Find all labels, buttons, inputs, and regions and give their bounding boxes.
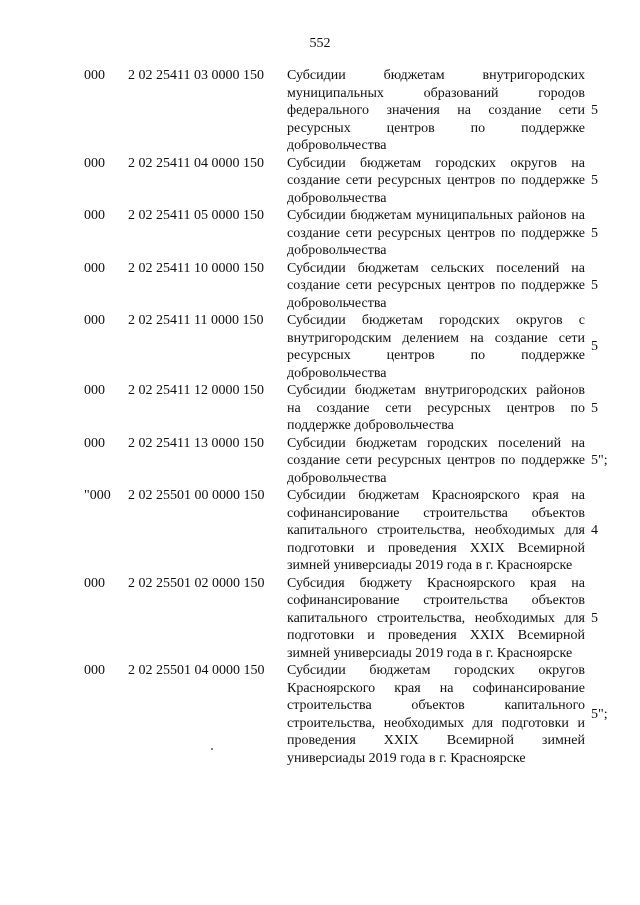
budget-classification-code-cell: 2 02 25501 04 0000 150 (128, 663, 265, 678)
value-cell: 5 (591, 339, 598, 355)
budget-classification-code-cell: 2 02 25501 02 0000 150 (128, 575, 265, 591)
scan-speck (211, 748, 213, 750)
description-cell: Субсидии бюджетам городских поселений на создание сети ресурсных центров по поддержке добровольчества (287, 435, 585, 486)
description-cell: Субсидии бюджетам муниципальных районов на создание сети ресурсных центров по поддержке добровольчества (287, 208, 585, 258)
value-cell: 5 (591, 400, 598, 416)
budget-classification-code-cell: 2 02 25411 13 0000 150 (128, 435, 264, 451)
budget-classification-code-cell: 2 02 25411 12 0000 150 (128, 383, 264, 398)
description-cell: Субсидии бюджетам Красноярского края на софинансирование строительства объектов капитального строительства, необходимых для подготовки и проведения XXIX Всемирной зимней универсиады 2019 года в г. Красноярске (287, 488, 585, 573)
admin-code-cell: 000 (84, 155, 105, 171)
budget-classification-code-cell: 2 02 25411 11 0000 150 (128, 313, 264, 328)
budget-classification-code-cell: 2 02 25501 00 0000 150 (128, 488, 265, 503)
admin-code-cell: 000 (84, 313, 105, 328)
value-cell: 5 (591, 225, 598, 241)
description-cell: Субсидии бюджетам городских округов Красноярского края на софинансирование строительства объектов капитального строительства, необходимых для подготовки и проведения XXIX Всемирной зимней универсиады 2019 года в г. Красноярске (287, 663, 585, 766)
table-row (0, 67, 640, 155)
value-cell: 5 (591, 278, 598, 293)
admin-code-cell: 000 (84, 383, 105, 398)
description-cell: Субсидии бюджетам сельских поселений на создание сети ресурсных центров по поддержке добровольчества (287, 260, 585, 311)
table-row (0, 207, 640, 260)
table-row (0, 435, 640, 488)
description-cell: Субсидии бюджетам внутригородских муниципальных образований городов федерального значения на создание сети ресурсных центров по поддержке добровольчества (287, 68, 585, 153)
budget-codes-table (0, 67, 640, 767)
page-number: 552 (309, 36, 331, 51)
admin-code-cell: 000 (84, 260, 105, 276)
description-cell: Субсидии бюджетам внутригородских районов на создание сети ресурсных центров по поддержке добровольчества (287, 383, 585, 433)
value-cell: 5 (591, 173, 598, 188)
table-row (0, 312, 640, 382)
value-cell: 4 (591, 523, 598, 538)
value-cell: 5 (591, 103, 598, 118)
admin-code-cell: 000 (84, 575, 105, 591)
admin-code-cell: "000 (84, 488, 111, 503)
budget-classification-code-cell: 2 02 25411 10 0000 150 (128, 260, 264, 276)
table-row (0, 487, 640, 575)
table-row (0, 382, 640, 435)
description-cell: Субсидия бюджету Красноярского края на софинансирование строительства объектов капитального строительства, необходимых для подготовки и проведения XXIX Всемирной зимней универсиады 2019 года в г. Красноярске (287, 575, 585, 661)
budget-classification-code-cell: 2 02 25411 04 0000 150 (128, 155, 264, 171)
admin-code-cell: 000 (84, 435, 105, 451)
table-row (0, 662, 640, 767)
description-cell: Субсидии бюджетам городских округов с внутригородским делением на создание сети ресурсных центров по поддержке добровольчества (287, 313, 585, 381)
value-cell: 5"; (591, 706, 608, 722)
admin-code-cell: 000 (84, 208, 105, 223)
value-cell: 5 (591, 610, 598, 626)
value-cell: 5"; (591, 453, 608, 468)
budget-classification-code-cell: 2 02 25411 05 0000 150 (128, 208, 264, 223)
admin-code-cell: 000 (84, 663, 105, 678)
table-row (0, 575, 640, 663)
admin-code-cell: 000 (84, 68, 105, 83)
description-cell: Субсидии бюджетам городских округов на создание сети ресурсных центров по поддержке добровольчества (287, 155, 585, 206)
table-row (0, 155, 640, 208)
budget-classification-code-cell: 2 02 25411 03 0000 150 (128, 68, 264, 83)
table-row (0, 260, 640, 313)
